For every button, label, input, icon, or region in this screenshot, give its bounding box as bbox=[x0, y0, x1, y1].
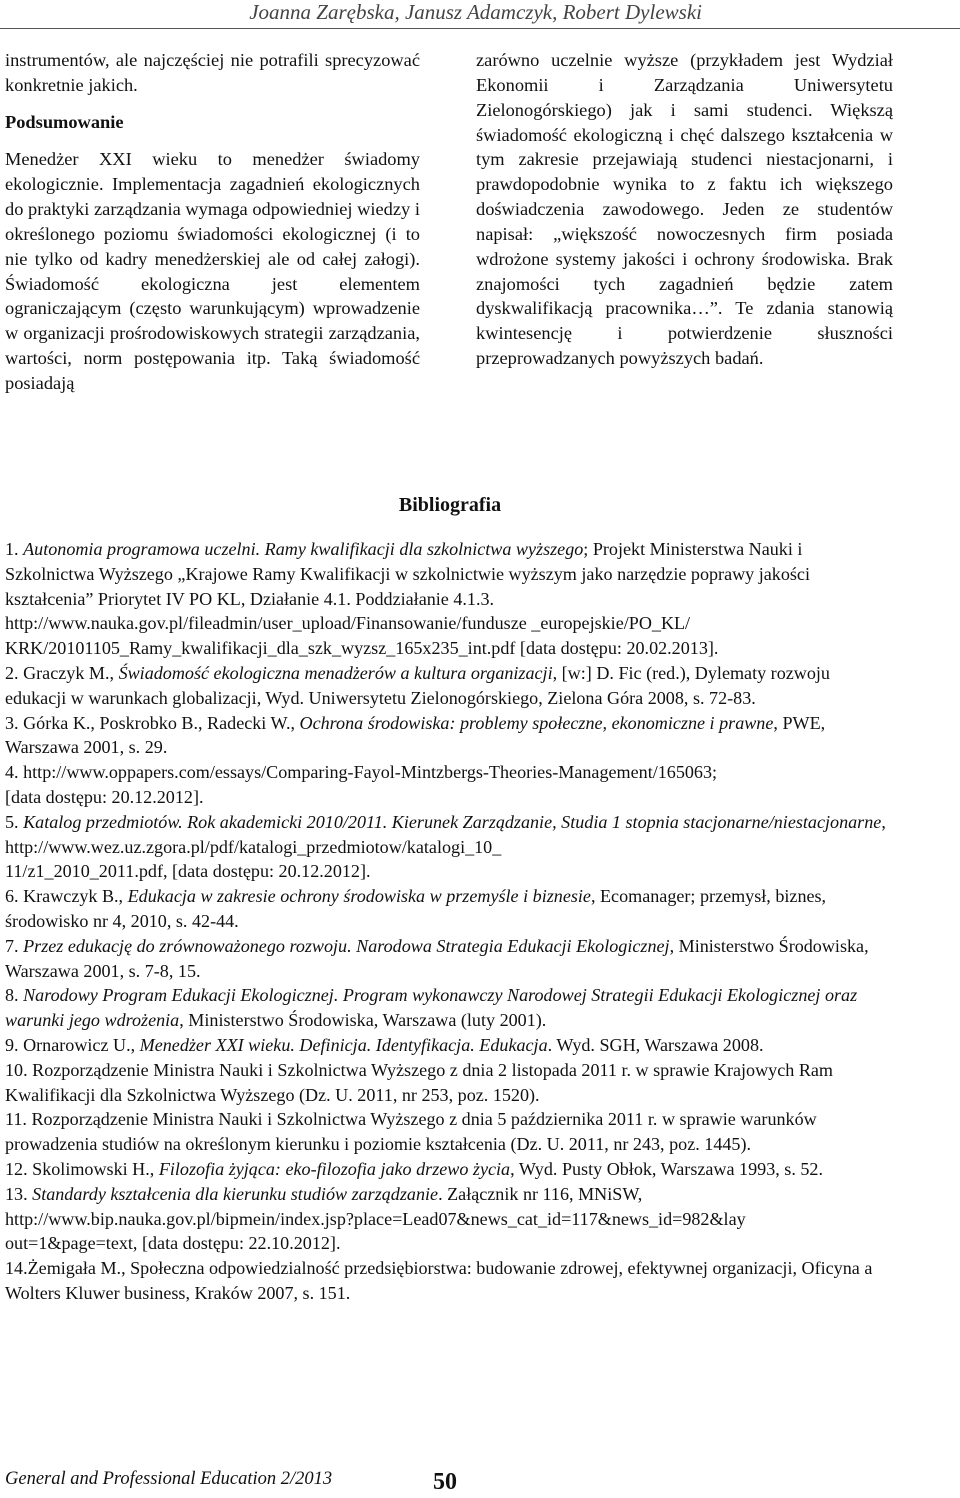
bibliography-entry-prefix: 2. Graczyk M., bbox=[5, 662, 119, 683]
bibliography-entry bbox=[5, 1157, 887, 1182]
bibliography-entry-prefix: 10. Rozporządzenie Ministra Nauki i Szkolnictwa Wyższego z dnia 2 listopada 2011 r. w sprawie Krajowych Ram Kwalifikacji dla Szkolnictwa Wyższego (Dz. U. 2011, nr 253, poz. 1520). bbox=[5, 1059, 833, 1105]
header-rule bbox=[0, 28, 960, 29]
bibliography-entry-rest: , Ministerstwo Środowiska, Warszawa 2001, s. 7-8, 15. bbox=[5, 935, 869, 981]
bibliography-entry-prefix: 9. Ornarowicz U., bbox=[5, 1034, 140, 1055]
running-header-authors: Joanna Zarębska, Janusz Adamczyk, Robert Dylewski bbox=[249, 0, 702, 24]
bibliography-entry bbox=[5, 884, 887, 934]
page-number: 50 bbox=[433, 1469, 457, 1495]
bibliography-entry bbox=[5, 661, 887, 711]
bibliography-entry-italic: Autonomia programowa uczelni. Ramy kwalifikacji dla szkolnictwa wyższego bbox=[23, 539, 584, 559]
bibliography-entry-rest: , PWE, Warszawa 2001, s. 29. bbox=[5, 712, 826, 758]
bibliography-entry-prefix: 6. Krawczyk B., bbox=[5, 886, 128, 907]
bibliography-entry-italic: Menedżer XXI wieku. Definicja. Identyfikacja. Edukacja bbox=[139, 1034, 548, 1055]
bibliography-title: Bibliografia bbox=[398, 494, 502, 516]
bibliography-entry-prefix: 5. bbox=[5, 811, 24, 832]
bibliography-entry bbox=[5, 1058, 887, 1108]
bibliography-entry bbox=[5, 934, 887, 984]
section-heading-summary: Podsumowanie bbox=[5, 112, 124, 133]
bibliography-entry bbox=[5, 810, 887, 884]
bibliography-entry bbox=[5, 711, 887, 761]
bibliography-entry bbox=[5, 983, 887, 1033]
left-column bbox=[5, 48, 420, 396]
bibliography-entry-prefix: 3. Górka K., Poskrobko B., Radecki W., bbox=[5, 712, 300, 733]
bibliography-entry-prefix: 7. bbox=[5, 935, 24, 956]
bibliography-entry-prefix: 14.Żemigała M., Społeczna odpowiedzialność przedsiębiorstwa: budowanie zdrowej, efektywnej organizacji, Oficyna a Wolters Kluwer business, Kraków 2007, s. 151. bbox=[5, 1258, 873, 1303]
bibliography-entry-rest: , Ministerstwo Środowiska, Warszawa (luty 2001). bbox=[179, 1010, 547, 1031]
footer-journal-name: General and Professional Education 2/2013 bbox=[5, 1469, 333, 1489]
bibliography-entry-prefix: 8. bbox=[5, 985, 24, 1006]
bibliography-entry-italic: Przez edukację do zrównoważonego rozwoju. Narodowa Strategia Edukacji Ekologicznej bbox=[23, 935, 670, 956]
bibliography-entry-italic: Narodowy Program Edukacji Ekologicznej. Program wykonawczy Narodowej Strategii Edukacji Ekologicznej oraz warunki jego wdrożenia bbox=[5, 985, 858, 1031]
bibliography-entry-rest: , Ecomanager; przemysł, biznes, środowisko nr 4, 2010, s. 42-44. bbox=[5, 886, 827, 931]
bibliography-entry-prefix: 4. http://www.oppapers.com/essays/Comparing-Fayol-Mintzbergs-Theories-Management/165063; [data dostępu: 20.12.2012]. bbox=[5, 762, 718, 807]
bibliography-entry bbox=[5, 1256, 887, 1306]
right-column bbox=[476, 48, 893, 371]
bibliography-entry-italic: Edukacja w zakresie ochrony środowiska w przemyśle i biznesie bbox=[127, 886, 591, 907]
bibliography-entry bbox=[5, 1182, 887, 1256]
bibliography-entry bbox=[5, 1107, 887, 1157]
bibliography-entry-italic: Standardy kształcenia dla kierunku studiów zarządzanie bbox=[32, 1183, 439, 1204]
bibliography-entry-prefix: 12. Skolimowski H., bbox=[5, 1158, 159, 1179]
bibliography-entry-rest: , Wyd. Pusty Obłok, Warszawa 1993, s. 52. bbox=[510, 1158, 823, 1179]
left-intro-paragraph: instrumentów, ale najczęściej nie potrafili sprecyzować konkretnie jakich. bbox=[5, 50, 420, 95]
bibliography-entry bbox=[5, 760, 887, 810]
bibliography-list bbox=[5, 537, 887, 1306]
left-summary-paragraph: Menedżer XXI wieku to menedżer świadomy ekologicznie. Implementacja zagadnień ekologicznych do praktyki zarządzania wymaga odpowiedniej wiedzy i określonego poziomu świadomości ekologicznej (i to nie tylko od kadry menedżerskiej ale od całej załogi). Świadomość ekologiczna jest elementem ograniczającym (często warunkującym) wprowadzenie w organizacji prośrodowiskowych strategii zarządzania, wartości, norm postępowania itp. Taką świadomość posiadają bbox=[5, 149, 420, 393]
bibliography-entry-italic: Świadomość ekologiczna menadżerów a kultura organizacji bbox=[118, 662, 553, 683]
bibliography-entry-italic: Ochrona środowiska: problemy społeczne, ekonomiczne i prawne bbox=[299, 712, 774, 733]
bibliography-entry bbox=[5, 1033, 887, 1058]
bibliography-entry-rest: , http://www.wez.uz.zgora.pl/pdf/katalogi_przedmiotow/katalogi_10_ 11/z1_2010_2011.pdf, [data dostępu: 20.12.2012]. bbox=[5, 811, 886, 882]
bibliography-entry-prefix: 11. Rozporządzenie Ministra Nauki i Szkolnictwa Wyższego z dnia 5 października 2011 r. w sprawie warunków prowadzenia studiów na określonym kierunku i poziomie kształcenia (Dz. U. 2011, nr 243, poz. 1445). bbox=[5, 1109, 817, 1155]
bibliography-entry-prefix: 1. bbox=[5, 539, 24, 559]
bibliography-entry bbox=[5, 537, 887, 661]
bibliography-entry-rest: , [w:] D. Fic (red.), Dylematy rozwoju edukacji w warunkach globalizacji, Wyd. Uniwersytetu Zielonogórskiego, Zielona Góra 2008, s. 72-83. bbox=[5, 662, 830, 708]
bibliography-entry-italic: Katalog przedmiotów. Rok akademicki 2010/2011. Kierunek Zarządzanie, Studia 1 stopnia stacjonarne/niestacjonarne bbox=[23, 811, 882, 832]
bibliography-entry-prefix: 13. bbox=[5, 1183, 33, 1204]
right-summary-paragraph: zarówno uczelnie wyższe (przykładem jest Wydział Ekonomii i Zarządzania Uniwersytetu Zielonogórskiego) jak i sami studenci. Większą świadomość ekologiczną i chęć dalszego kształcenia w tym zakresie przejawiają studenci niestacjonarni, i prawdopodobnie wynika to z faktu ich większego doświadczenia zawodowego. Jeden ze studentów napisał: „większość nowoczesnych firm posiada wdrożone systemy jakości i ochrony środowiska. Brak znajomości tych zagadnień będzie zatem dyskwalifikacją pracownika…”. Te zdania stanowią kwintesencję i potwierdzenie słuszności przeprowadzanych powyższych badań. bbox=[476, 50, 893, 369]
bibliography-entry-rest: . Wyd. SGH, Warszawa 2008. bbox=[547, 1034, 764, 1055]
bibliography-entry-rest: ; Projekt Ministerstwa Nauki i Szkolnictwa Wyższego „Krajowe Ramy Kwalifikacji w szkolnictwie wyższym jako narzędzie poprawy jakości kształcenia” Priorytet IV PO KL, Działanie 4.1. Poddziałanie 4.1.3. http://www.nauka.gov.pl/fileadmin/user_upload/Finansowanie/fundusze _europejskie/PO_KL/ KRK/20101105_Ramy_kwalifikacji_dla_szk_wyzsz_165x235_int.pdf [data dostępu: 20.02.2013]. bbox=[5, 539, 810, 659]
bibliography-entry-rest: . Załącznik nr 116, MNiSW, http://www.bip.nauka.gov.pl/bipmein/index.jsp?place=Lead07&news_cat_id=117&news_id=982&lay out=1&page=text, [data dostępu: 22.10.2012]. bbox=[5, 1183, 746, 1254]
bibliography-entry-italic: Filozofia żyjąca: eko-filozofia jako drzewo życia bbox=[158, 1158, 511, 1179]
